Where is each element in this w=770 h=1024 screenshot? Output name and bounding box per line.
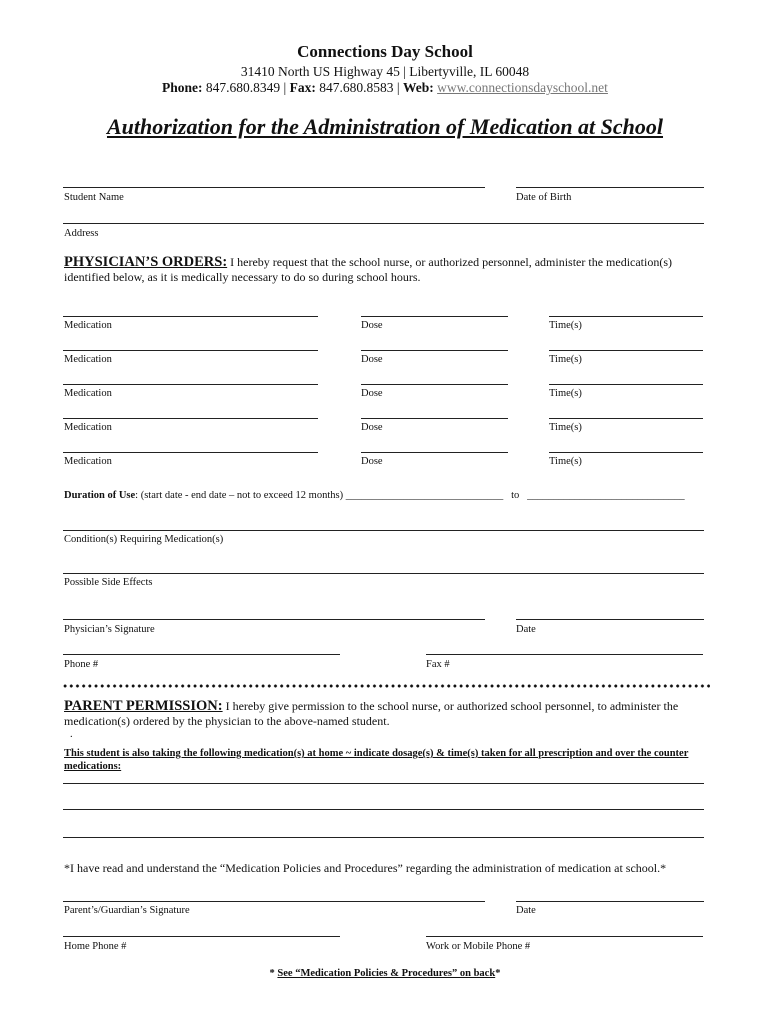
duration-start-field[interactable]: ______________________________ xyxy=(345,490,504,501)
address-label: Address xyxy=(64,228,99,239)
work-phone-label: Work or Mobile Phone # xyxy=(426,941,531,952)
conditions-label: Condition(s) Requiring Medication(s) xyxy=(64,534,224,545)
home-medications-note: This student is also taking the following medication(s) at home ~ indicate dosage(s) & time(s) taken for all prescription and over the counter medications: xyxy=(64,748,689,772)
student-name-field[interactable] xyxy=(63,187,485,188)
date-of-birth-label: Date of Birth xyxy=(516,192,572,203)
medication-field[interactable] xyxy=(63,350,318,351)
home-medications-field[interactable] xyxy=(63,837,704,838)
medication-field[interactable] xyxy=(63,452,318,453)
duration-label: Duration of Use xyxy=(64,490,136,501)
dose-field[interactable] xyxy=(361,418,508,419)
conditions-field[interactable] xyxy=(63,530,704,531)
parent-date-field[interactable] xyxy=(516,901,704,902)
medication-label: Medication xyxy=(64,456,112,467)
duration-end-field[interactable]: ______________________________ xyxy=(527,490,685,501)
dose-field[interactable] xyxy=(361,384,508,385)
times-label: Time(s) xyxy=(549,354,582,365)
medication-field[interactable] xyxy=(63,384,318,385)
times-field[interactable] xyxy=(549,384,703,385)
dose-label: Dose xyxy=(361,456,383,467)
dose-label: Dose xyxy=(361,354,383,365)
web-label: Web: xyxy=(402,80,434,95)
physician-fax-label: Fax # xyxy=(426,659,450,670)
dose-label: Dose xyxy=(361,388,383,399)
times-field[interactable] xyxy=(549,452,703,453)
section-divider xyxy=(62,684,710,688)
parent-permission-text: I hereby give permission to the school nurse, or authorized school personnel, to administer the medication(s) ordered by the physician to the above-named student. xyxy=(64,699,679,728)
duration-to-label: to xyxy=(511,490,520,501)
school-address: 31410 North US Highway 45 | Libertyville, IL 60048 xyxy=(240,64,530,79)
duration-of-use-row xyxy=(64,490,685,501)
medication-label: Medication xyxy=(64,320,112,331)
physician-orders-paragraph xyxy=(64,255,714,285)
fax-label: Fax: xyxy=(289,80,316,95)
parent-signature-field[interactable] xyxy=(63,901,485,902)
physician-signature-field[interactable] xyxy=(63,619,485,620)
medication-label: Medication xyxy=(64,388,112,399)
dose-field[interactable] xyxy=(361,316,508,317)
contact-line xyxy=(0,80,770,96)
address-field[interactable] xyxy=(63,223,704,224)
parent-date-label: Date xyxy=(516,905,536,916)
physician-date-field[interactable] xyxy=(516,619,704,620)
dose-label: Dose xyxy=(361,320,383,331)
website-link[interactable]: www.connectionsdayschool.net xyxy=(437,80,608,95)
dose-field[interactable] xyxy=(361,350,508,351)
physician-phone-label: Phone # xyxy=(64,659,99,670)
stray-dot: . xyxy=(70,729,73,740)
school-name: Connections Day School xyxy=(297,42,473,61)
medication-label: Medication xyxy=(64,354,112,365)
times-label: Time(s) xyxy=(549,320,582,331)
parent-permission-paragraph xyxy=(64,699,714,729)
phone-value: 847.680.8349 | xyxy=(202,80,290,95)
physician-date-label: Date xyxy=(516,624,536,635)
home-medications-field[interactable] xyxy=(63,783,704,784)
physician-fax-field[interactable] xyxy=(426,654,703,655)
duration-text: : (start date - end date – not to exceed 12 months) xyxy=(135,490,346,501)
footer-prefix: * xyxy=(269,968,278,979)
home-medications-field[interactable] xyxy=(63,809,704,810)
side-effects-field[interactable] xyxy=(63,573,704,574)
form-title: Authorization for the Administration of Medication at School xyxy=(106,114,664,139)
physician-signature-label: Physician’s Signature xyxy=(64,624,155,635)
work-phone-field[interactable] xyxy=(426,936,703,937)
student-name-label: Student Name xyxy=(64,192,124,203)
times-field[interactable] xyxy=(549,316,703,317)
acknowledgement-statement: *I have read and understand the “Medication Policies and Procedures” regarding the administration of medication at school.* xyxy=(64,861,667,875)
physician-phone-field[interactable] xyxy=(63,654,340,655)
dose-label: Dose xyxy=(361,422,383,433)
phone-label: Phone: xyxy=(162,80,203,95)
medication-field[interactable] xyxy=(63,316,318,317)
medication-field[interactable] xyxy=(63,418,318,419)
times-field[interactable] xyxy=(549,418,703,419)
policies-reference: See “Medication Policies & Procedures” on back xyxy=(277,968,496,979)
home-phone-label: Home Phone # xyxy=(64,941,127,952)
times-field[interactable] xyxy=(549,350,703,351)
footer-note xyxy=(0,968,770,979)
physician-orders-heading: PHYSICIAN’S ORDERS: xyxy=(64,254,228,270)
footer-suffix: * xyxy=(495,968,501,979)
times-label: Time(s) xyxy=(549,456,582,467)
times-label: Time(s) xyxy=(549,422,582,433)
date-of-birth-field[interactable] xyxy=(516,187,704,188)
times-label: Time(s) xyxy=(549,388,582,399)
parent-signature-label: Parent’s/Guardian’s Signature xyxy=(64,905,190,916)
home-phone-field[interactable] xyxy=(63,936,340,937)
fax-value: 847.680.8583 | xyxy=(315,80,403,95)
medication-label: Medication xyxy=(64,422,112,433)
dose-field[interactable] xyxy=(361,452,508,453)
physician-orders-text: I hereby request that the school nurse, or authorized personnel, administer the medication(s) identified below, as it is medically necessary to do so during school hours. xyxy=(64,255,673,284)
side-effects-label: Possible Side Effects xyxy=(64,577,153,588)
parent-permission-heading: PARENT PERMISSION: xyxy=(64,698,223,714)
